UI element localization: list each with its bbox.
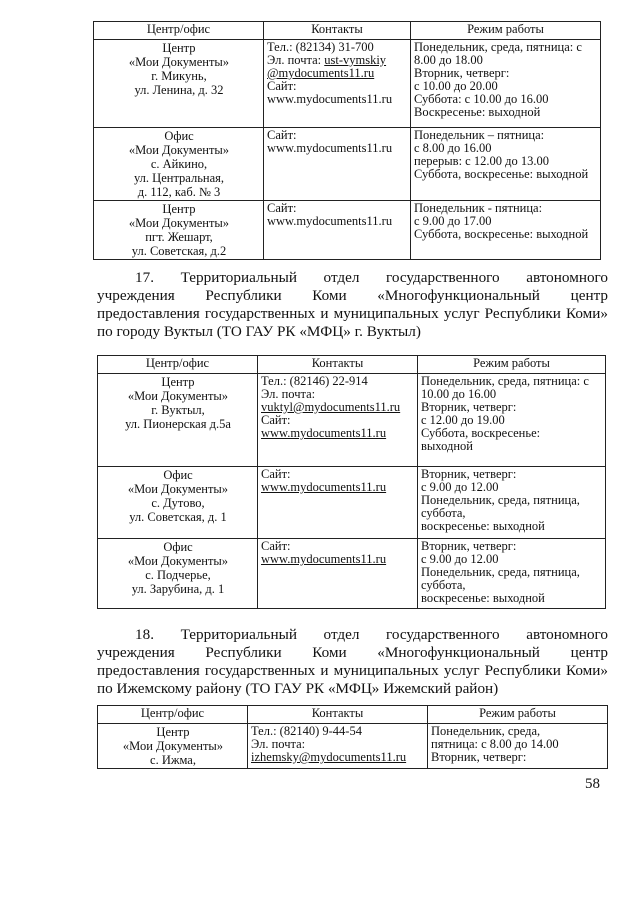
table-row (98, 539, 606, 609)
schedule-line: с 8.00 до 16.00 (414, 141, 492, 155)
schedule-line: с 9.00 до 12.00 (421, 552, 499, 566)
schedule-line: Суббота, воскресенье: выходной (414, 227, 589, 241)
office-line: ул. Пионерская д.5а (125, 417, 231, 431)
contact-line (251, 751, 425, 764)
office-line: г. Вуктыл, (151, 403, 205, 417)
office-line: Офис (163, 468, 193, 482)
contact-text: Тел.: (82134) 31-700 (267, 40, 374, 54)
schedule-line: воскресенье: выходной (421, 519, 545, 533)
section-line: учреждения Республики Коми «Многофункциональный центр (97, 287, 608, 304)
office-line: пгт. Жешарт, (145, 230, 213, 244)
office-line: ул. Ленина, д. 32 (134, 83, 224, 97)
office-line: с. Подчерье, (145, 568, 211, 582)
office-line: Центр (161, 375, 195, 389)
contact-link[interactable]: ust-vymskiy (324, 53, 387, 67)
contact-link[interactable]: www.mydocuments11.ru (261, 480, 387, 494)
schedule-line: с 9.00 до 17.00 (414, 214, 492, 228)
schedule-line: Понедельник, среда, пятница: с (414, 40, 582, 54)
schedule-line: Понедельник, среда, пятница, (421, 565, 580, 579)
schedule-line: с 10.00 до 20.00 (414, 79, 498, 93)
contact-line (267, 142, 408, 155)
office-line: «Мои Документы» (127, 389, 229, 403)
schedule-line: Понедельник – пятница: (414, 128, 545, 142)
office-table-3 (97, 705, 608, 769)
office-column-header: Центр/офис (94, 22, 264, 40)
contact-text: Эл. почта: (251, 737, 306, 751)
schedule-line: Суббота, воскресенье: (421, 426, 541, 440)
schedule-line: пятница: с 8.00 до 14.00 (431, 737, 559, 751)
schedule-line: суббота, (421, 578, 466, 592)
contact-link[interactable]: www.mydocuments11.ru (261, 426, 387, 440)
contacts-column-header: Контакты (258, 356, 418, 374)
table-row (98, 724, 608, 769)
contacts-cell (258, 539, 418, 609)
page-number: 58 (585, 776, 600, 792)
schedule-line: с 9.00 до 12.00 (421, 480, 499, 494)
table-header-row (98, 706, 608, 724)
contact-text: Тел.: (82140) 9-44-54 (251, 724, 362, 738)
schedule-line: Понедельник, среда, пятница: с (421, 374, 589, 388)
contact-text: Сайт: (267, 128, 297, 142)
section-line: предоставления государственных и муниципальных услуг Республики Коми» (97, 662, 608, 679)
contact-text: www.mydocuments11.ru (267, 141, 393, 155)
section-line: 18. Территориальный отдел государственного автономного (135, 626, 608, 643)
contact-text: www.mydocuments11.ru (267, 214, 393, 228)
schedule-line: 8.00 до 18.00 (414, 53, 483, 67)
schedule-line: Суббота: с 10.00 до 16.00 (414, 92, 549, 106)
schedule-line: Суббота, воскресенье: выходной (414, 167, 589, 181)
schedule-cell (418, 467, 606, 539)
contacts-cell (258, 467, 418, 539)
office-line: «Мои Документы» (122, 739, 224, 753)
office-line: Центр (162, 41, 196, 55)
office-line: Офис (164, 129, 194, 143)
office-line: ул. Зарубина, д. 1 (131, 582, 225, 596)
schedule-column-header: Режим работы (411, 22, 601, 40)
schedule-line: суббота, (421, 506, 466, 520)
contact-link[interactable]: vuktyl@mydocuments11.ru (261, 400, 401, 414)
schedule-line: выходной (421, 439, 473, 453)
table-row (98, 467, 606, 539)
section-line: учреждения Республики Коми «Многофункциональный центр (97, 644, 608, 661)
contact-link[interactable]: izhemsky@mydocuments11.ru (251, 750, 407, 764)
contact-line (261, 553, 415, 566)
schedule-line: Понедельник, среда, пятница, (421, 493, 580, 507)
office-line: ул. Советская, д.2 (131, 244, 227, 258)
schedule-line: Вторник, четверг: (431, 750, 527, 764)
schedule-column-header: Режим работы (418, 356, 606, 374)
office-line: «Мои Документы» (128, 55, 230, 69)
schedule-line: Вторник, четверг: (421, 467, 517, 481)
office-table-1 (93, 21, 601, 260)
office-line: г. Микунь, (151, 69, 207, 83)
office-cell (98, 374, 258, 467)
office-line: с. Ижма, (150, 753, 196, 767)
office-cell (98, 539, 258, 609)
schedule-line: Воскресенье: выходной (414, 105, 541, 119)
table-header-row (98, 356, 606, 374)
schedule-cell (411, 40, 601, 128)
section-18-heading (97, 626, 608, 698)
office-line: с. Айкино, (150, 157, 208, 171)
office-line: «Мои Документы» (128, 216, 230, 230)
office-line: «Мои Документы» (127, 482, 229, 496)
schedule-line: воскресенье: выходной (421, 591, 545, 605)
office-cell (94, 128, 264, 201)
contacts-cell (264, 40, 411, 128)
table-row (94, 40, 601, 128)
section-line: по Ижемскому району (ТО ГАУ РК «МФЦ» Ижемский район) (97, 680, 499, 697)
contacts-cell (248, 724, 428, 769)
office-line: Центр (162, 202, 196, 216)
office-cell (98, 724, 248, 769)
contact-text: Сайт: (261, 539, 291, 553)
table-row (94, 128, 601, 201)
contact-text: Сайт: (267, 201, 297, 215)
office-line: Центр (156, 725, 190, 739)
section-line: по городу Вуктыл (ТО ГАУ РК «МФЦ» г. Вуктыл) (97, 323, 421, 340)
office-line: с. Дутово, (151, 496, 205, 510)
schedule-line: 10.00 до 16.00 (421, 387, 497, 401)
contact-text: Тел.: (82146) 22-914 (261, 374, 368, 388)
section-17-heading (97, 269, 608, 341)
office-column-header: Центр/офис (98, 706, 248, 724)
office-cell (94, 40, 264, 128)
schedule-line: Вторник, четверг: (414, 66, 510, 80)
schedule-line: Вторник, четверг: (421, 539, 517, 553)
contacts-column-header: Контакты (248, 706, 428, 724)
contact-line (261, 427, 415, 440)
table-row (94, 201, 601, 260)
schedule-column-header: Режим работы (428, 706, 608, 724)
schedule-cell (411, 201, 601, 260)
contact-text: Сайт: (261, 467, 291, 481)
schedule-cell (418, 374, 606, 467)
office-cell (98, 467, 258, 539)
contact-line (267, 93, 408, 106)
contacts-cell (258, 374, 418, 467)
section-line: 17. Территориальный отдел государственного автономного (135, 269, 608, 286)
contact-text: Эл. почта: (261, 387, 316, 401)
section-line: предоставления государственных и муниципальных услуг Республики Коми» (97, 305, 608, 322)
schedule-line: перерыв: с 12.00 до 13.00 (414, 154, 549, 168)
office-line: д. 112, каб. № 3 (137, 185, 221, 199)
office-line: ул. Советская, д. 1 (129, 510, 227, 524)
office-line: Офис (163, 540, 193, 554)
schedule-line: Вторник, четверг: (421, 400, 517, 414)
schedule-cell (418, 539, 606, 609)
contacts-cell (264, 128, 411, 201)
schedule-line: с 12.00 до 19.00 (421, 413, 505, 427)
table-header-row (94, 22, 601, 40)
schedule-line: Понедельник, среда, (431, 724, 541, 738)
contact-line (267, 215, 408, 228)
office-line: «Мои Документы» (128, 143, 230, 157)
contact-link[interactable]: @mydocuments11.ru (267, 66, 375, 80)
contact-text: Эл. почта: (267, 53, 325, 67)
contact-text: Сайт: (267, 79, 297, 93)
schedule-cell (411, 128, 601, 201)
contact-text: www.mydocuments11.ru (267, 92, 393, 106)
contacts-cell (264, 201, 411, 260)
office-line: «Мои Документы» (127, 554, 229, 568)
schedule-line: Понедельник - пятница: (414, 201, 543, 215)
contact-text: Сайт: (261, 413, 291, 427)
office-column-header: Центр/офис (98, 356, 258, 374)
contact-line (261, 481, 415, 494)
contact-link[interactable]: www.mydocuments11.ru (261, 552, 387, 566)
office-table-2 (97, 355, 606, 609)
schedule-cell (428, 724, 608, 769)
table-row (98, 374, 606, 467)
office-cell (94, 201, 264, 260)
office-line: ул. Центральная, (133, 171, 225, 185)
contacts-column-header: Контакты (264, 22, 411, 40)
